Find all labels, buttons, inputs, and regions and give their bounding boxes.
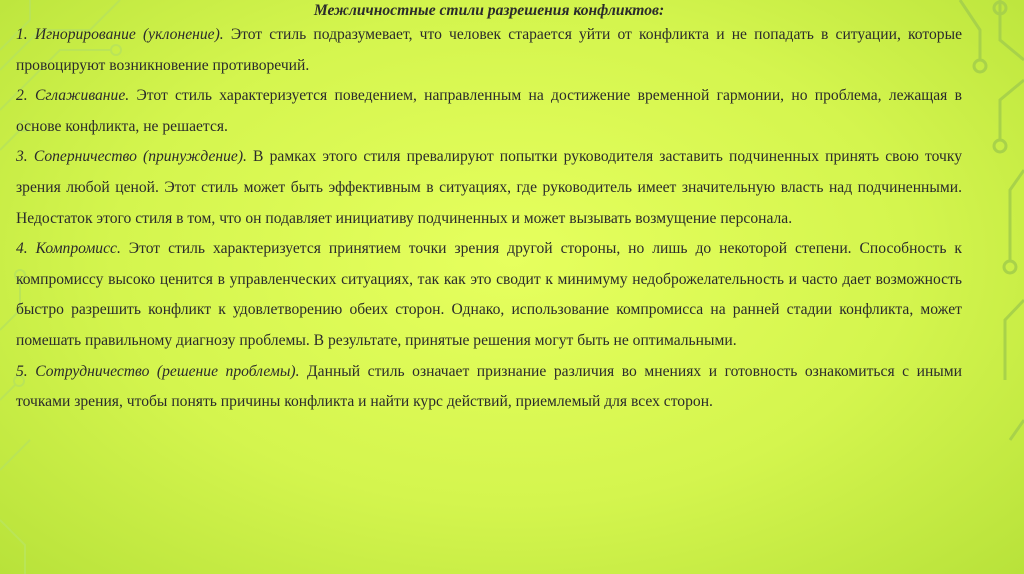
paragraph-compromise [16,234,962,356]
slide-title: Межличностные стили разрешения конфликтов: [313,2,665,19]
paragraph-text: В рамках этого стиля превалируют попытки руководителя заставить подчиненных принять свою точку зрения любой ценой. Этот стиль может быть эффективным в ситуациях, где руководитель имеет значительную власть над подчиненными. Недостаток этого стиля в том, что он подавляет инициативу подчиненных и может вызывать возмущение персонала. [16,148,962,227]
paragraph-lead: 3. Соперничество (принуждение). [16,148,247,166]
paragraph-text: Данный стиль означает признание различия во мнениях и готовность ознакомиться с иными точками зрения, чтобы понять причины конфликта и найти курс действий, приемлемый для всех сторон. [16,362,962,411]
paragraph-lead: 1. Игнорирование (уклонение). [16,26,224,43]
paragraph-lead: 2. Сглаживание. [16,87,130,105]
paragraph-ignoring [16,20,962,81]
paragraph-text: Этот стиль характеризуется принятием точки зрения другой стороны, но лишь до некоторой степени. Способность к компромиссу высоко ценится в управленческих ситуациях, так как это сводит к минимуму недоброжелательность и часто дает возможность быстро разрешить конфликт к удовлетворению обеих сторон. Однако, использование компромисса на ранней стадии конфликта, может помешать правильному диагнозу проблемы. В результате, принятые решения могут быть не оптимальными. [16,240,963,349]
paragraph-lead: 5. Сотрудничество (решение проблемы). [16,362,300,380]
slide-content [16,2,962,418]
paragraph-text: Этот стиль подразумевает, что человек старается уйти от конфликта и не попадать в ситуации, которые провоцируют возникновение противоречий. [16,26,962,74]
paragraph-text: Этот стиль характеризуется поведением, направленным на достижение временной гармонии, но проблема, лежащая в основе конфликта, не решается. [16,87,962,135]
paragraph-competition [16,142,962,234]
paragraph-smoothing [16,81,962,142]
paragraph-lead: 4. Компромисс. [16,240,121,258]
paragraph-collaboration [16,357,962,418]
